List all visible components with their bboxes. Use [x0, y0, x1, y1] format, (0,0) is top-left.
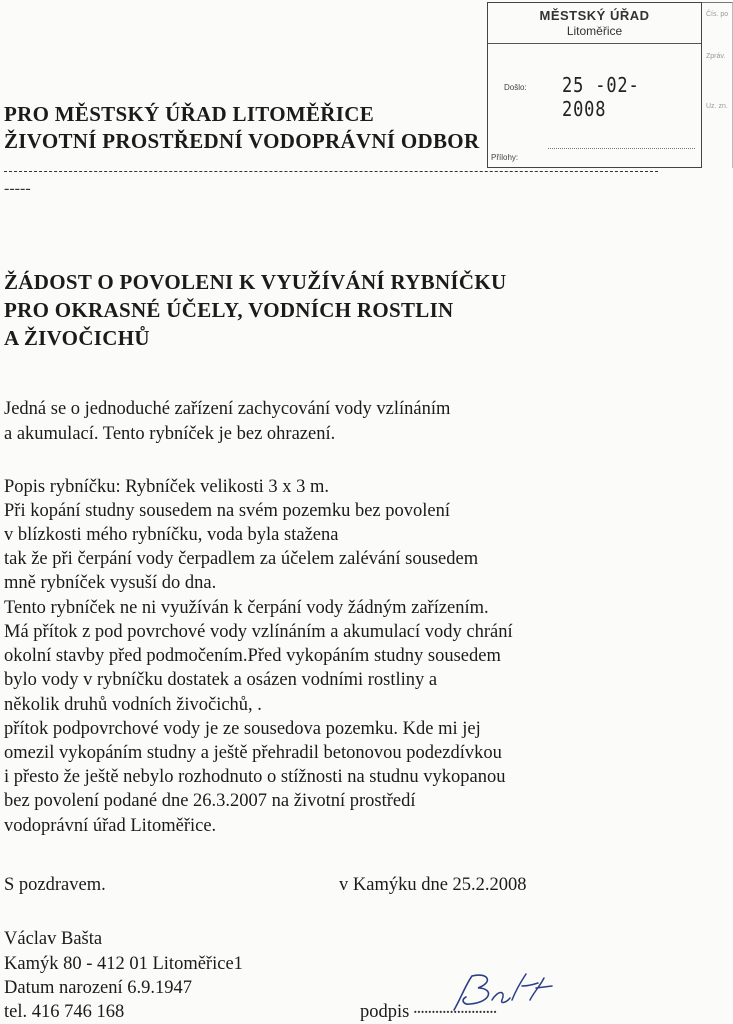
sender-birth-date: Datum narození 6.9.1947 [4, 978, 193, 998]
paragraph-2-line: okolní stavby před podmočením.Před vykopáním studny sousedem [4, 646, 501, 666]
stamp-side-label: Čís. po [706, 11, 729, 18]
paragraph-2-line: Tento rybníček ne ni využíván k čerpání vody žádným zařízením. [4, 598, 489, 618]
sender-address: Kamýk 80 - 412 01 Litoměřice1 [4, 954, 243, 974]
request-title-line-1: ŽÁDOST O POVOLENI K VYUŽÍVÁNÍ RYBNÍČKU [4, 270, 507, 294]
paragraph-2-line: bylo vody v rybníčku dostatek a osázen vodními rostliny a [4, 670, 438, 690]
signature-dotted-line: ....................... [413, 998, 497, 1018]
separator-dashes: ----- [4, 180, 31, 197]
closing-greeting: S pozdravem. [4, 875, 106, 895]
paragraph-2-line: několik druhů vodních živočichů, . [4, 695, 262, 715]
paragraph-2-line: v blízkosti mého rybníčku, voda byla stažena [4, 525, 339, 545]
addressee-line-2: ŽIVOTNÍ PROSTŘEDNÍ VODOPRÁVNÍ ODBOR [4, 129, 480, 153]
request-title-line-3: A ŽIVOČICHŮ [4, 326, 150, 350]
stamp-dotted-line [548, 148, 695, 149]
stamp-attachments-label: Přílohy: [491, 153, 519, 162]
stamp-received-date: 25 -02- 2008 [562, 73, 640, 121]
paragraph-2-line: Popis rybníčku: Rybníček velikosti 3 x 3 m. [4, 477, 330, 497]
addressee-line-1: PRO MĚSTSKÝ ÚŘAD LITOMĚŘICE [4, 102, 375, 126]
handwritten-signature [448, 970, 558, 1018]
header-separator [4, 171, 658, 172]
paragraph-2-line: vodoprávní úřad Litoměřice. [4, 816, 217, 836]
paragraph-2-line: i přesto že ještě nebylo rozhodnuto o stížnosti na studnu vykopanou [4, 767, 506, 787]
sender-name: Václav Bašta [4, 929, 103, 949]
paragraph-2-line: tak že při čerpání vody čerpadlem za účelem zalévání sousedem [4, 549, 479, 569]
stamp-side-column [702, 2, 733, 168]
stamp-divider [488, 43, 701, 44]
stamp-city: Litoměřice [566, 24, 623, 38]
received-stamp [487, 2, 702, 168]
signature-label: podpis [360, 1002, 410, 1022]
paragraph-1-line: Jedná se o jednoduché zařízení zachycování vody vzlínáním [4, 399, 451, 419]
stamp-office-name: MĚSTSKÝ ÚŘAD [539, 8, 650, 23]
request-title-line-2: PRO OKRASNÉ ÚČELY, VODNÍCH ROSTLIN [4, 298, 454, 322]
sender-phone: tel. 416 746 168 [4, 1002, 125, 1022]
paragraph-2-line: Při kopání studny sousedem na svém pozemku bez povolení [4, 501, 450, 521]
closing-place-date: v Kamýku dne 25.2.2008 [339, 875, 527, 895]
paragraph-2-line: omezil vykopáním studny a ještě přehradil betonovou podezdívkou [4, 743, 502, 763]
paragraph-2-line: Má přítok z pod povrchové vody vzlínáním a akumulací vody chrání [4, 622, 513, 642]
paragraph-2-line: mně rybníček vysuší do dna. [4, 573, 217, 593]
stamp-side-label: Uz. zn. [706, 103, 728, 110]
paragraph-2-line: bez povolení podané dne 26.3.2007 na životní prostředí [4, 791, 416, 811]
stamp-received-label: Došlo: [504, 83, 527, 92]
stamp-side-label: Zpráv. [706, 53, 726, 60]
paragraph-2-line: přítok podpovrchové vody je ze sousedova pozemku. Kde mi jej [4, 719, 481, 739]
paragraph-1-line: a akumulací. Tento rybníček je bez ohrazení. [4, 424, 336, 444]
